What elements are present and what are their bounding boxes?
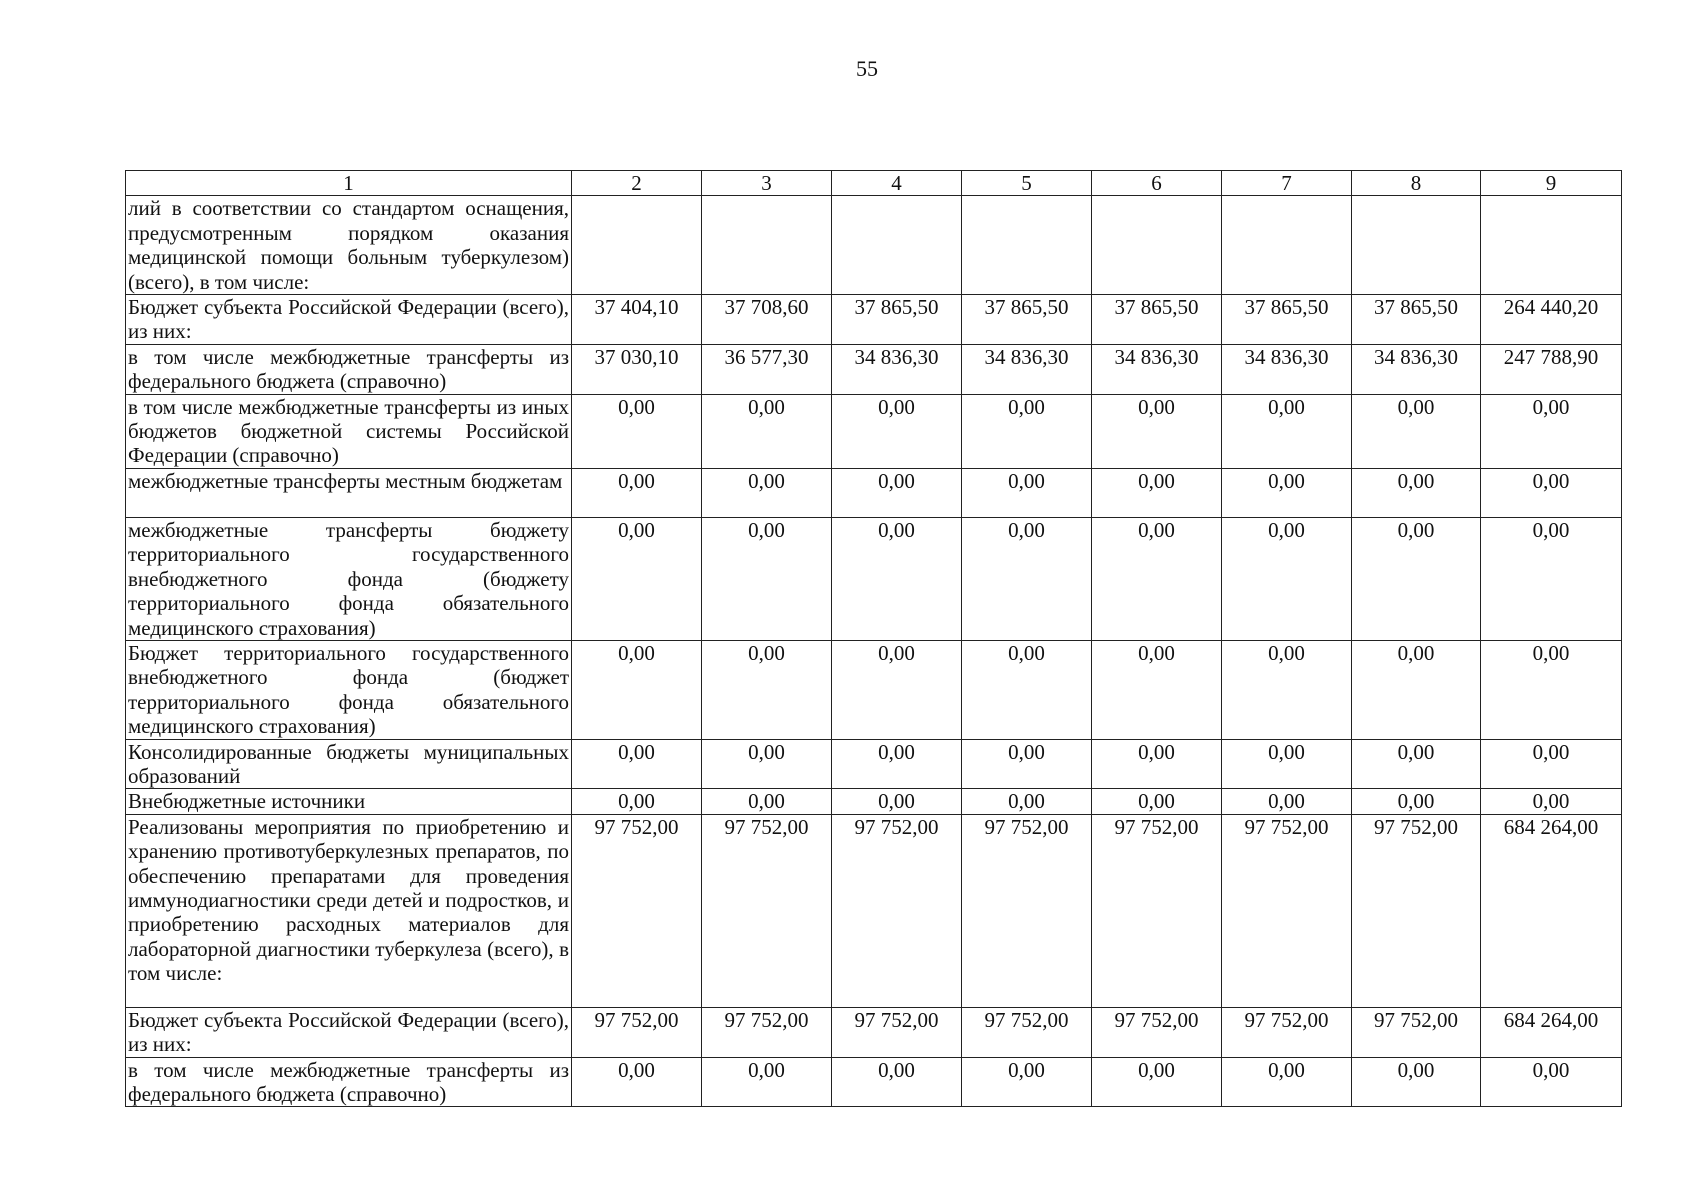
value-cell: 0,00	[572, 394, 702, 468]
table-row	[126, 814, 1622, 1007]
row-label: в том числе межбюджетные трансферты из федерального бюджета (справочно)	[126, 344, 572, 394]
value-cell: 37 865,50	[1092, 295, 1222, 345]
value-cell: 0,00	[962, 640, 1092, 739]
value-cell: 34 836,30	[962, 344, 1092, 394]
value-cell: 0,00	[1481, 640, 1622, 739]
value-cell: 0,00	[1352, 468, 1481, 517]
value-cell: 0,00	[702, 1057, 832, 1107]
row-label: Бюджет субъекта Российской Федерации (всего), из них:	[126, 1007, 572, 1057]
value-cell: 97 752,00	[1222, 814, 1352, 1007]
table-row	[126, 789, 1622, 814]
value-cell: 0,00	[1352, 640, 1481, 739]
value-cell: 0,00	[1481, 468, 1622, 517]
table-row	[126, 344, 1622, 394]
value-cell: 34 836,30	[1092, 344, 1222, 394]
value-cell: 0,00	[832, 789, 962, 814]
value-cell: 0,00	[572, 739, 702, 789]
row-label: межбюджетные трансферты бюджету территориального государственного внебюджетного фонда (бюджету территориального фонда обязательного медицинского страхования)	[126, 517, 572, 640]
value-cell: 37 030,10	[572, 344, 702, 394]
value-cell: 0,00	[1222, 789, 1352, 814]
value-cell: 36 577,30	[702, 344, 832, 394]
value-cell: 97 752,00	[1092, 814, 1222, 1007]
value-cell: 0,00	[1222, 517, 1352, 640]
column-header: 8	[1352, 171, 1481, 196]
value-cell: 0,00	[1481, 1057, 1622, 1107]
value-cell: 0,00	[1481, 739, 1622, 789]
value-cell: 34 836,30	[1352, 344, 1481, 394]
value-cell: 0,00	[702, 468, 832, 517]
value-cell: 0,00	[962, 739, 1092, 789]
row-label: Реализованы мероприятия по приобретению и хранению противотуберкулезных препаратов, по обеспечению препаратами для проведения иммунодиагностики среди детей и подростков, и приобретению расходных материалов для лабораторной диагностики туберкулеза (всего), в том числе:	[126, 814, 572, 1007]
value-cell: 97 752,00	[1352, 814, 1481, 1007]
column-header: 9	[1481, 171, 1622, 196]
value-cell: 0,00	[832, 739, 962, 789]
value-cell: 0,00	[572, 1057, 702, 1107]
value-cell: 0,00	[702, 789, 832, 814]
value-cell: 97 752,00	[1352, 1007, 1481, 1057]
value-cell: 0,00	[572, 517, 702, 640]
value-cell	[702, 196, 832, 295]
table-row	[126, 394, 1622, 468]
value-cell: 0,00	[702, 517, 832, 640]
value-cell: 0,00	[1352, 517, 1481, 640]
value-cell: 0,00	[1092, 739, 1222, 789]
value-cell: 0,00	[1222, 739, 1352, 789]
value-cell: 97 752,00	[962, 1007, 1092, 1057]
value-cell: 0,00	[1352, 789, 1481, 814]
row-label: Бюджет территориального государственного внебюджетного фонда (бюджет территориального фонда обязательного медицинского страхования)	[126, 640, 572, 739]
page-number: 55	[856, 56, 878, 81]
value-cell: 0,00	[1481, 394, 1622, 468]
value-cell: 0,00	[1092, 517, 1222, 640]
table-row	[126, 295, 1622, 345]
value-cell: 0,00	[1352, 394, 1481, 468]
column-header: 4	[832, 171, 962, 196]
column-header: 1	[126, 171, 572, 196]
value-cell: 34 836,30	[832, 344, 962, 394]
value-cell: 0,00	[1092, 789, 1222, 814]
row-label: межбюджетные трансферты местным бюджетам	[126, 468, 572, 517]
value-cell: 0,00	[572, 789, 702, 814]
value-cell: 0,00	[702, 394, 832, 468]
value-cell: 0,00	[1352, 1057, 1481, 1107]
row-label: лий в соответствии со стандартом оснащения, предусмотренным порядком оказания медицинской помощи больным туберкулезом) (всего), в том числе:	[126, 196, 572, 295]
value-cell: 0,00	[832, 394, 962, 468]
value-cell: 0,00	[1352, 739, 1481, 789]
value-cell: 97 752,00	[832, 814, 962, 1007]
value-cell: 0,00	[572, 468, 702, 517]
value-cell: 97 752,00	[572, 1007, 702, 1057]
table-row	[126, 517, 1622, 640]
value-cell: 0,00	[962, 468, 1092, 517]
table-row	[126, 196, 1622, 295]
value-cell: 0,00	[702, 739, 832, 789]
table-row	[126, 739, 1622, 789]
value-cell: 0,00	[962, 789, 1092, 814]
budget-table	[125, 170, 1622, 1107]
value-cell: 0,00	[1222, 468, 1352, 517]
column-header: 6	[1092, 171, 1222, 196]
value-cell: 0,00	[1481, 789, 1622, 814]
value-cell: 247 788,90	[1481, 344, 1622, 394]
value-cell: 37 708,60	[702, 295, 832, 345]
value-cell: 0,00	[1222, 394, 1352, 468]
value-cell: 0,00	[1092, 468, 1222, 517]
column-header: 3	[702, 171, 832, 196]
value-cell: 684 264,00	[1481, 1007, 1622, 1057]
value-cell: 37 865,50	[1222, 295, 1352, 345]
row-label: Бюджет субъекта Российской Федерации (всего), из них:	[126, 295, 572, 345]
value-cell: 0,00	[1092, 1057, 1222, 1107]
value-cell: 37 865,50	[962, 295, 1092, 345]
value-cell: 97 752,00	[1222, 1007, 1352, 1057]
value-cell: 37 865,50	[1352, 295, 1481, 345]
value-cell: 0,00	[962, 1057, 1092, 1107]
column-header: 5	[962, 171, 1092, 196]
value-cell: 97 752,00	[702, 814, 832, 1007]
value-cell: 97 752,00	[702, 1007, 832, 1057]
row-label: Консолидированные бюджеты муниципальных образований	[126, 739, 572, 789]
table-row	[126, 468, 1622, 517]
value-cell	[1092, 196, 1222, 295]
value-cell: 0,00	[832, 517, 962, 640]
value-cell: 0,00	[832, 468, 962, 517]
value-cell: 34 836,30	[1222, 344, 1352, 394]
value-cell	[1481, 196, 1622, 295]
row-label: в том числе межбюджетные трансферты из иных бюджетов бюджетной системы Российской Федерации (справочно)	[126, 394, 572, 468]
table-row	[126, 1057, 1622, 1107]
value-cell: 0,00	[1222, 640, 1352, 739]
value-cell: 0,00	[1092, 640, 1222, 739]
row-label: в том числе межбюджетные трансферты из федерального бюджета (справочно)	[126, 1057, 572, 1107]
value-cell: 0,00	[832, 1057, 962, 1107]
value-cell: 37 865,50	[832, 295, 962, 345]
value-cell: 0,00	[962, 517, 1092, 640]
column-header: 7	[1222, 171, 1352, 196]
row-label: Внебюджетные источники	[126, 789, 572, 814]
value-cell	[962, 196, 1092, 295]
value-cell: 97 752,00	[1092, 1007, 1222, 1057]
value-cell: 97 752,00	[572, 814, 702, 1007]
value-cell	[1352, 196, 1481, 295]
value-cell: 0,00	[1092, 394, 1222, 468]
value-cell	[572, 196, 702, 295]
value-cell: 684 264,00	[1481, 814, 1622, 1007]
value-cell: 0,00	[572, 640, 702, 739]
value-cell: 37 404,10	[572, 295, 702, 345]
value-cell	[1222, 196, 1352, 295]
column-number-row	[126, 171, 1622, 196]
table-row	[126, 1007, 1622, 1057]
value-cell: 97 752,00	[962, 814, 1092, 1007]
value-cell: 0,00	[962, 394, 1092, 468]
value-cell: 0,00	[1481, 517, 1622, 640]
value-cell: 0,00	[1222, 1057, 1352, 1107]
column-header: 2	[572, 171, 702, 196]
value-cell: 97 752,00	[832, 1007, 962, 1057]
value-cell	[832, 196, 962, 295]
value-cell: 0,00	[702, 640, 832, 739]
value-cell: 264 440,20	[1481, 295, 1622, 345]
value-cell: 0,00	[832, 640, 962, 739]
table-row	[126, 640, 1622, 739]
